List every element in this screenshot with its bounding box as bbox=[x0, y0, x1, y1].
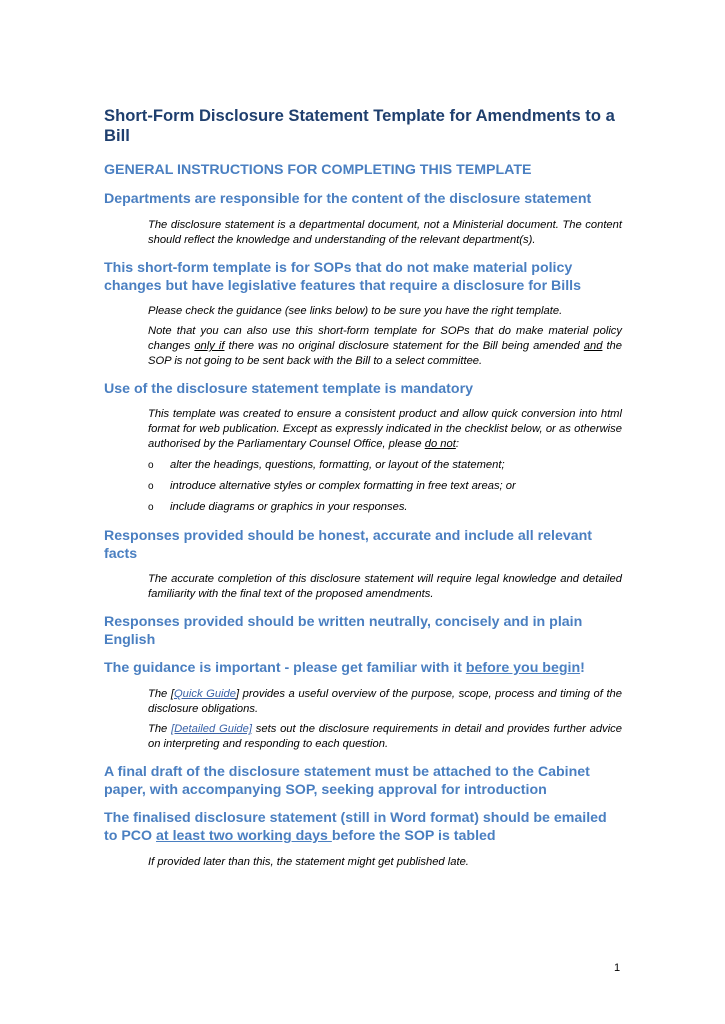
emphasis-only-if: only if bbox=[194, 340, 225, 352]
section-heading-neutral: Responses provided should be written neutrally, concisely and in plain English bbox=[104, 614, 583, 648]
section-heading-mandatory: Use of the disclosure statement template is mandatory bbox=[104, 381, 473, 397]
bullet-icon: o bbox=[148, 460, 154, 471]
emphasis-do-not: do not bbox=[424, 438, 456, 450]
section-text-mandatory: This template was created to ensure a consistent product and allow quick conversion into html format for web publication. Except as expressly indicated in the checklist below, or as otherwise authorised by the Parliamentary Counsel Office, please do not: bbox=[148, 408, 622, 450]
section-text-late: If provided later than this, the statement might get published late. bbox=[148, 856, 469, 868]
list-item: o introduce alternative styles or complex formatting in free text areas; or bbox=[148, 480, 516, 492]
section-text-note: Note that you can also use this short-form template for SOPs that do make material policy changes only if there was no original disclosure statement for the Bill being amended and the SOP is not going to be sent back with the Bill to a select committee. bbox=[148, 325, 623, 367]
section-heading-guidance: The guidance is important - please get familiar with it before you begin! bbox=[104, 660, 585, 676]
bullet-icon: o bbox=[148, 481, 154, 492]
section-heading-finalised: The finalised disclosure statement (still in Word format) should be emailed to PCO at least two working days before the SOP is tabled bbox=[104, 810, 607, 844]
detailed-guide-link[interactable]: [Detailed Guide] bbox=[171, 723, 252, 735]
section-heading-final-draft: A final draft of the disclosure statement must be attached to the Cabinet paper, with accompanying SOP, seeking approval for introduction bbox=[104, 764, 590, 798]
page-title: Short-Form Disclosure Statement Template for Amendments to a Bill bbox=[104, 106, 615, 145]
section-text-detailed-guide: The [Detailed Guide] sets out the disclosure requirements in detail and provides further advice on interpreting and responding to each question. bbox=[148, 723, 622, 750]
section-heading-responsibility: Departments are responsible for the content of the disclosure statement bbox=[104, 191, 592, 207]
bullet-icon: o bbox=[148, 502, 154, 513]
section-text-quick-guide: The [Quick Guide] provides a useful overview of the purpose, scope, process and timing of the disclosure obligations. bbox=[148, 688, 623, 715]
general-instructions-heading: GENERAL INSTRUCTIONS FOR COMPLETING THIS TEMPLATE bbox=[104, 162, 532, 178]
emphasis-two-days: at least two working days bbox=[156, 828, 332, 844]
section-text-responsibility: The disclosure statement is a departmental document, not a Ministerial document. The content should reflect the knowledge and understanding of the relevant department(s). bbox=[148, 219, 622, 246]
section-text-honest: The accurate completion of this disclosure statement will require legal knowledge and detailed familiarity with the final text of the proposed amendments. bbox=[148, 573, 622, 600]
section-heading-honest: Responses provided should be honest, accurate and include all relevant facts bbox=[104, 528, 593, 562]
page-number: 1 bbox=[614, 962, 621, 974]
section-heading-short-form: This short-form template is for SOPs that do not make material policy changes but have legislative features that require a disclosure for Bills bbox=[104, 260, 582, 294]
emphasis-before-you-begin: before you begin bbox=[465, 660, 581, 676]
section-text-check-guidance: Please check the guidance (see links below) to be sure you have the right template. bbox=[148, 305, 563, 317]
emphasis-and: and bbox=[583, 340, 603, 352]
list-item: o alter the headings, questions, formatting, or layout of the statement; bbox=[148, 459, 505, 471]
quick-guide-link[interactable]: Quick Guide bbox=[173, 688, 236, 700]
list-item: o include diagrams or graphics in your responses. bbox=[148, 501, 408, 513]
